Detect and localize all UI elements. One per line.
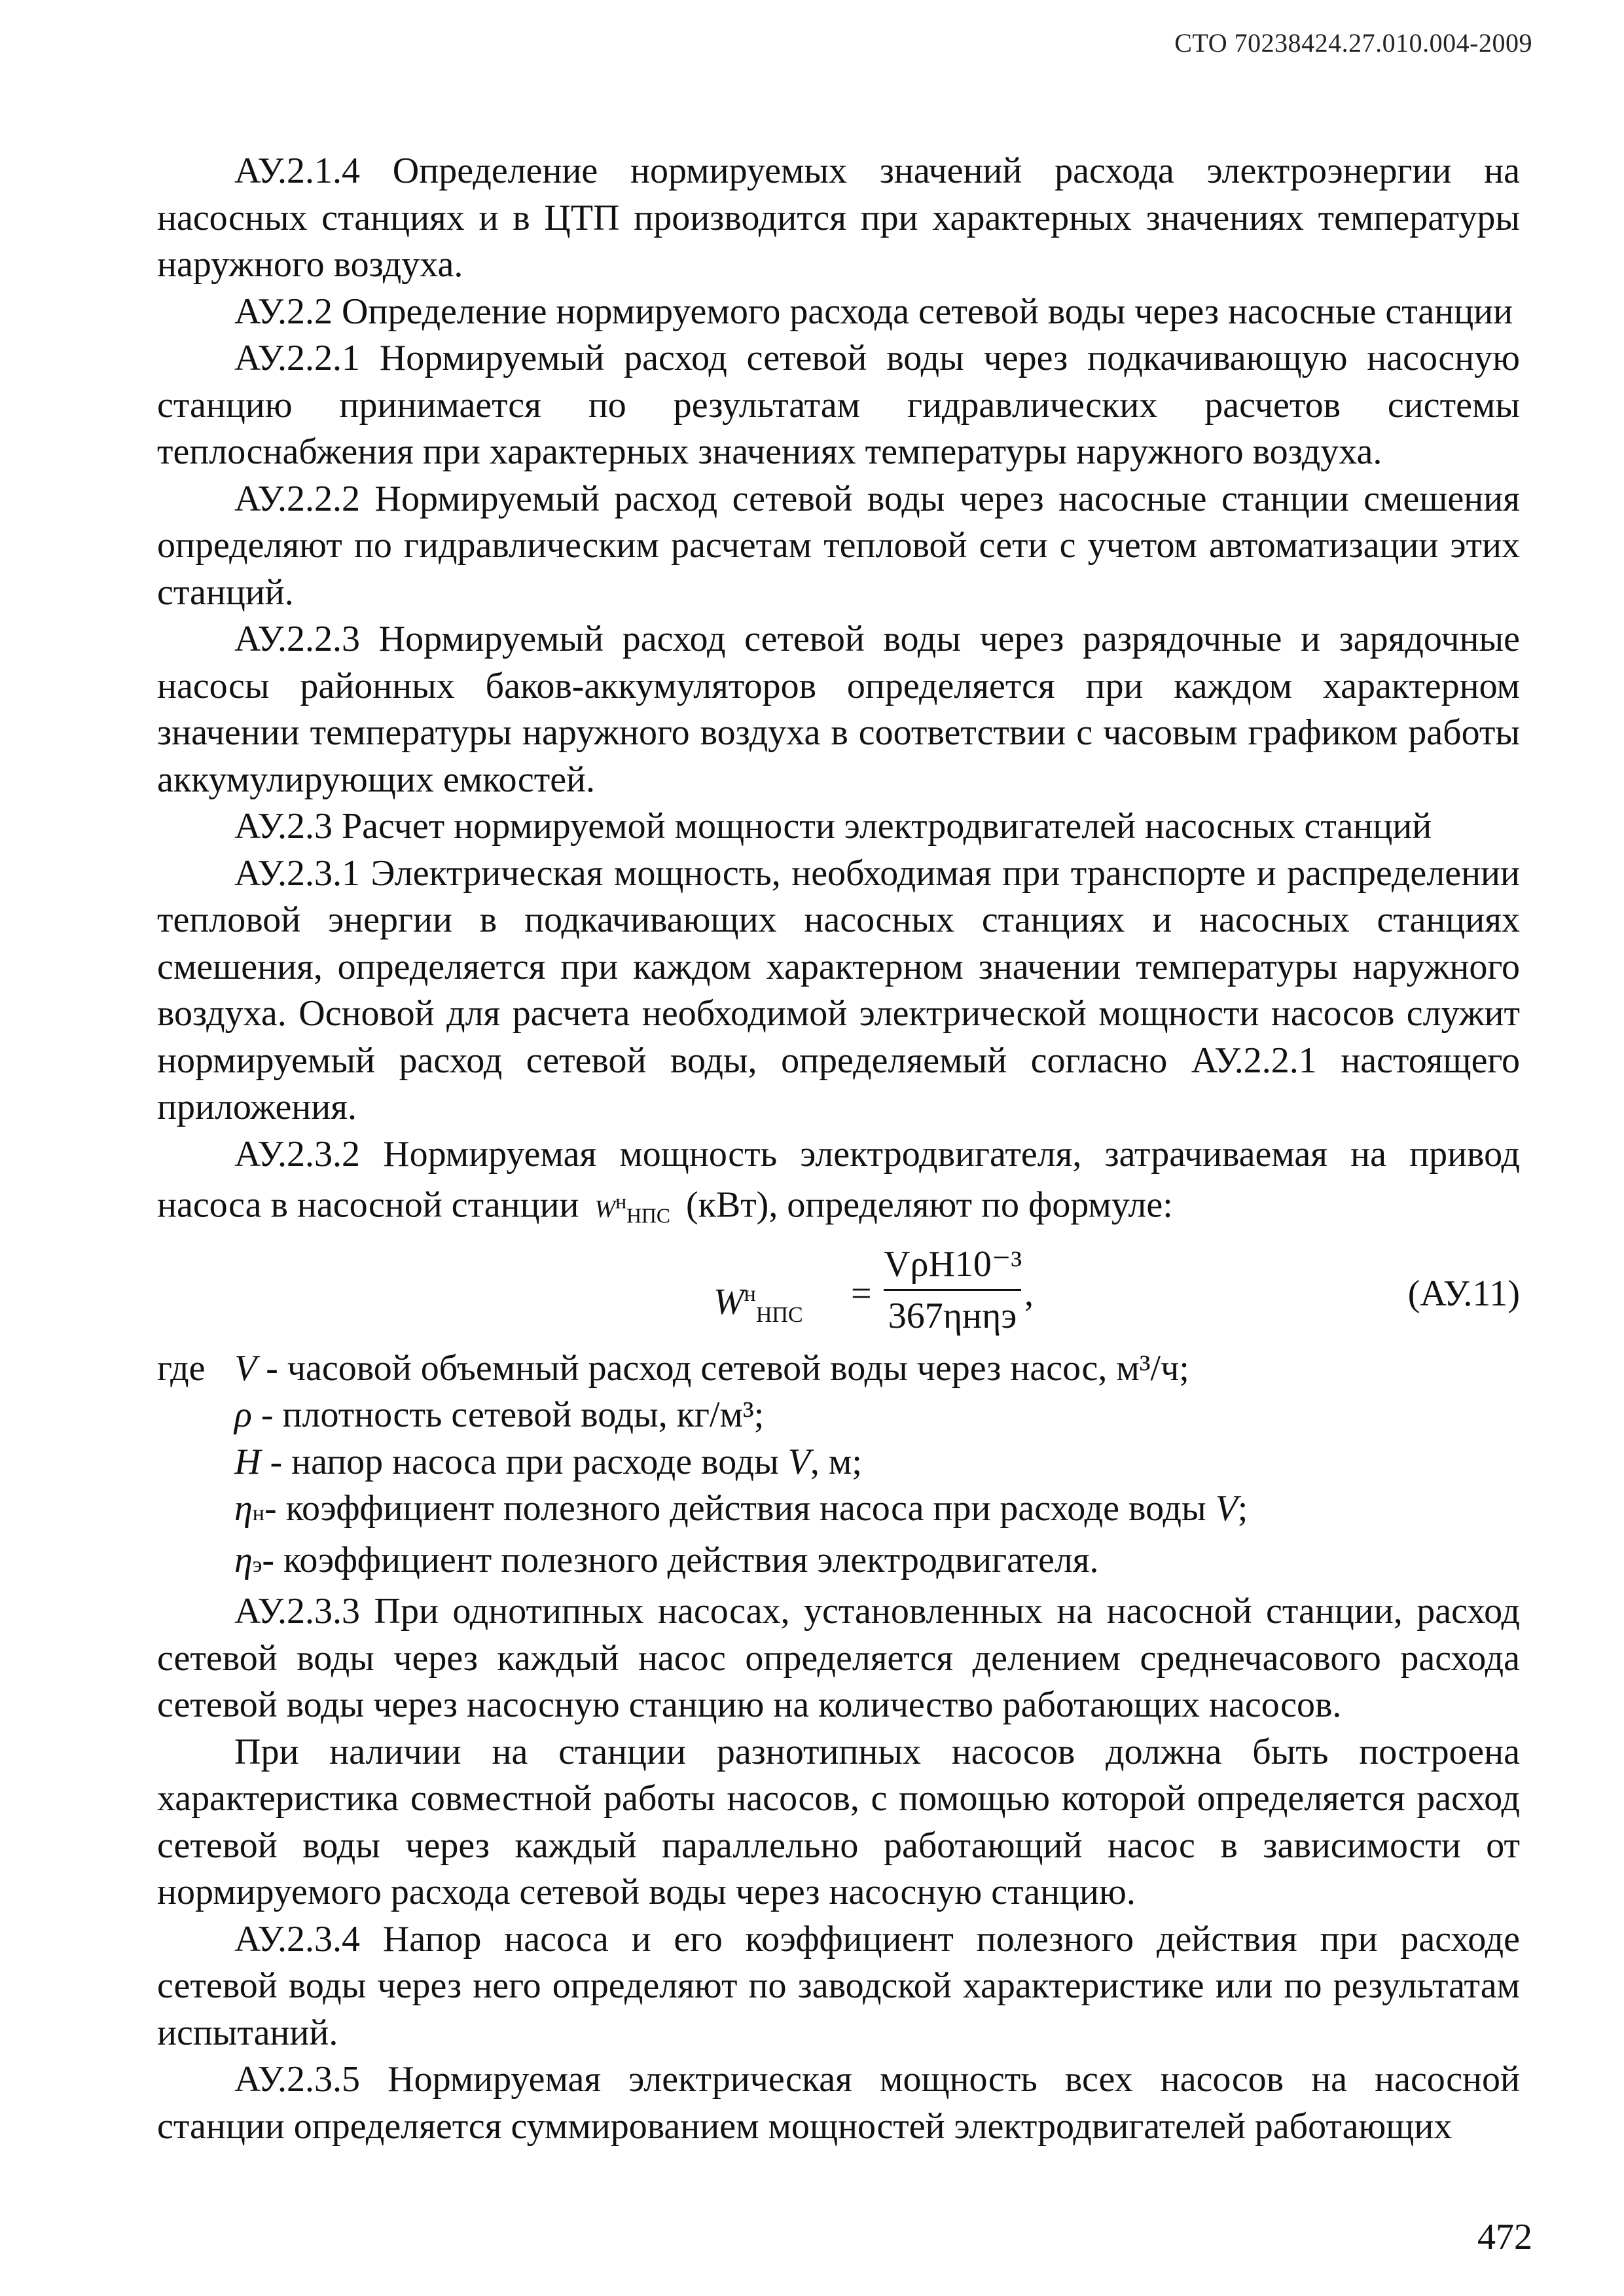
paragraph-au-2-3-1: АУ.2.3.1 Электрическая мощность, необходимая при транспорте и распределении тепловой энергии в подкачивающих насосных станциях и насосных станциях смешения, определяется при каждом характерном значении температуры наружного воздуха. Основой для расчета необходимой электрической мощности насосов служит нормируемый расход сетевой воды, определяемый согласно АУ.2.2.1 настоящего приложения. [157, 852, 1520, 1127]
definition-h: H - напор насоса при расходе воды V, м; [234, 1441, 862, 1482]
paragraph-au-2-3-3: АУ.2.3.3 При однотипных насосах, установленных на насосной станции, расход сетевой воды через каждый насос определяется делением среднечасового расхода сетевой воды через насосную станцию на количество работающих насосов. [157, 1591, 1520, 1726]
paragraph-different-pumps: При наличии на станции разнотипных насосов должна быть построена характеристика совместной работы насосов, с помощью которой определяется расход сетевой воды через каждый параллельно работающий насос в зависимости от нормируемого расхода сетевой воды через насосную станцию. [157, 1731, 1520, 1913]
formula-fraction-bar [884, 1289, 1021, 1291]
definition-eta-e: ηэ- коэффициент полезного действия электродвигателя. [234, 1539, 1099, 1580]
formula-equals: = [851, 1273, 872, 1314]
formula-lhs: $W^н_{НПС}$ [713, 1281, 803, 1327]
paragraph-au-2-2-3: АУ.2.2.3 Нормируемый расход сетевой воды через разрядочные и зарядочные насосы районных баков-аккумуляторов определяется при каждом характерном значении температуры наружного воздуха в соответствии с часовым графиком работы аккумулирующих емкостей. [157, 619, 1520, 800]
section-heading-au-2-2: АУ.2.2 Определение нормируемого расхода сетевой воды через насосные станции [234, 291, 1513, 332]
paragraph-au-2-1-4: АУ.2.1.4 Определение нормируемых значений расхода электроэнергии на насосных станциях и в ЦТП производится при характерных значениях температуры наружного воздуха. [157, 151, 1520, 285]
where-label: где [157, 1347, 206, 1389]
document-body [157, 148, 1520, 2150]
paragraph-au-2-2-1: АУ.2.2.1 Нормируемый расход сетевой воды через подкачивающую насосную станцию принимается по результатам гидравлических расчетов системы теплоснабжения при характерных значениях температуры наружного воздуха. [157, 338, 1520, 472]
formula-denominator: 367ηнηэ [888, 1295, 1017, 1336]
formula-au-11 [157, 1242, 1520, 1345]
paragraph-au-2-3-2 [157, 1131, 1520, 1239]
doc-code-header: СТО 70238424.27.010.004-2009 [1174, 28, 1532, 58]
inline-symbol-w-nps: $W^н_{НПС}$ [594, 1190, 670, 1228]
formula-numerator: VρH10⁻³ [884, 1243, 1022, 1285]
formula-fraction [884, 1242, 1021, 1338]
paragraph-au-2-3-4: АУ.2.3.4 Напор насоса и его коэффициент полезного действия при расходе сетевой воды через него определяют по заводской характеристике или по результатам испытаний. [157, 1918, 1520, 2053]
definition-v: где V - часовой объемный расход сетевой воды через насос, м³/ч; [157, 1345, 1520, 1393]
paragraph-au-2-3-5: АУ.2.3.5 Нормируемая электрическая мощность всех насосов на насосной станции определяется суммированием мощностей электродвигателей работающих [157, 2059, 1520, 2147]
definition-eta-n: ηн- коэффициент полезного действия насоса при расходе воды V; [234, 1488, 1248, 1529]
paragraph-au-2-3-2-text-a: АУ.2.3.2 Нормируемая мощность электродвигателя, затрачиваемая на привод насоса в насосной станции [157, 1133, 1520, 1226]
paragraph-au-2-2-2: АУ.2.2.2 Нормируемый расход сетевой воды через насосные станции смешения определяют по гидравлическим расчетам тепловой сети с учетом автоматизации этих станций. [157, 478, 1520, 613]
formula-definitions [157, 1345, 1520, 1589]
formula-number: (АУ.11) [1407, 1273, 1520, 1314]
paragraph-au-2-3-2-text-b: (кВт), определяют по формуле: [685, 1184, 1173, 1226]
definition-rho: ρ - плотность сетевой воды, кг/м³; [234, 1394, 765, 1436]
page-number: 472 [1477, 2217, 1532, 2257]
formula-comma: , [1024, 1273, 1034, 1314]
section-heading-au-2-3: АУ.2.3 Расчет нормируемой мощности электродвигателей насосных станций [234, 806, 1432, 847]
